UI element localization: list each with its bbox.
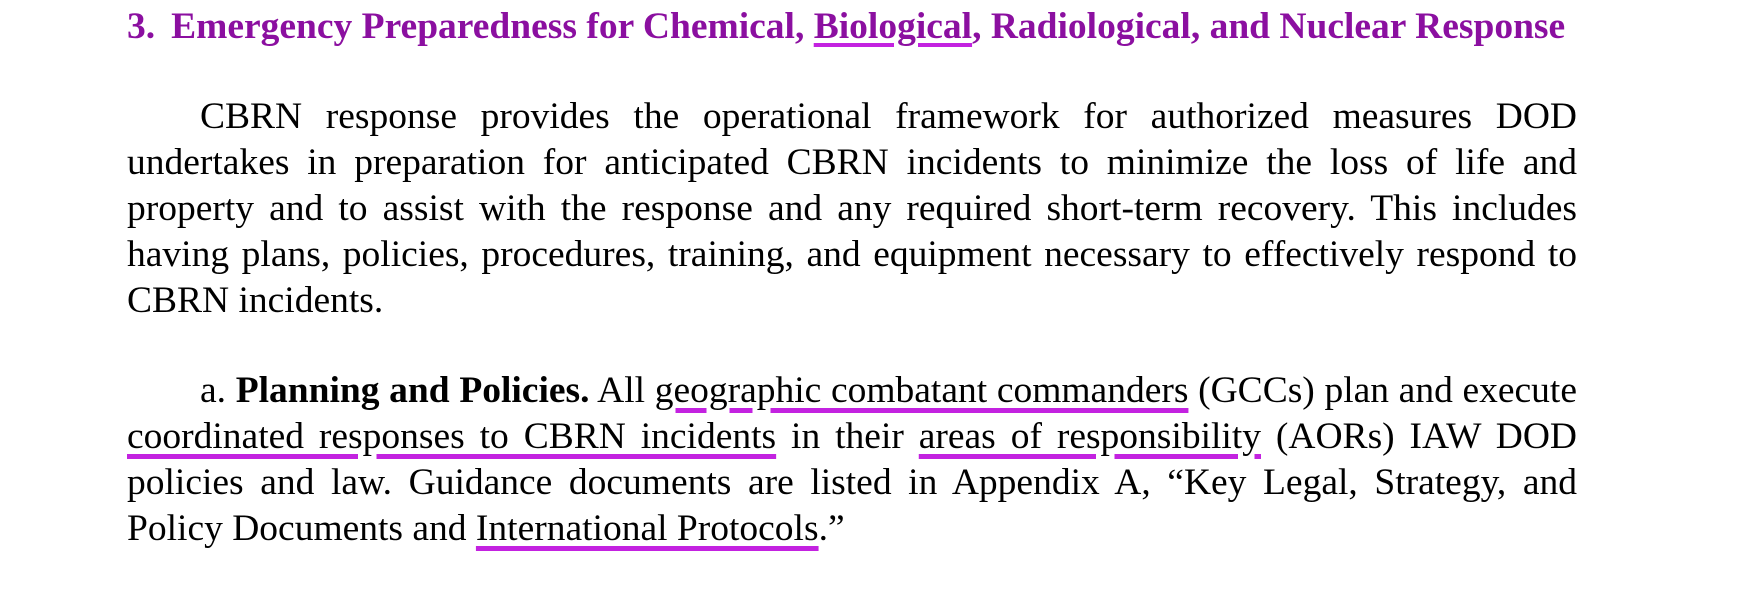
paragraph-cbrn-response-text: CBRN response provides the operational framework for authorized measures DOD undertakes in preparation for anticipated CBRN incidents to minimize the loss of life and property and to assist with the response and any required short-term recovery. This includes having plans, policies, procedures, training, and equipment necessary to effectively respond to CBRN incidents. [127, 96, 1577, 321]
section-heading [127, 0, 1577, 50]
highlighted-term-biological[interactable]: Biological [813, 6, 973, 47]
highlighted-term-aor[interactable]: areas of responsibility [918, 416, 1261, 457]
section-title-part1: Emergency Preparedness for Chemical, [171, 6, 814, 47]
paragraph-planning-policies [127, 368, 1577, 552]
paragraph-text-5: .” [818, 508, 845, 549]
paragraph-cbrn-response [127, 94, 1577, 324]
paragraph-text-4: (AORs) IAW DOD policies and law. Guidance documents are listed in Appendix A, “Key Legal, Strategy, and Policy Documents and [127, 416, 1577, 549]
section-title-part2: , Radiological, and Nuclear Response [972, 6, 1566, 47]
highlighted-term-gcc[interactable]: geographic combatant commanders [654, 370, 1189, 411]
section-number: 3. [127, 6, 156, 47]
highlighted-term-international-protocols[interactable]: International Protocols [475, 508, 819, 549]
subsection-heading: Planning and Policies. [235, 370, 590, 411]
paragraph-text-3: in their [776, 416, 919, 457]
paragraph-text-2: (GCCs) plan and execute [1188, 370, 1577, 411]
document-page [127, 0, 1577, 552]
highlighted-term-coordinated-responses[interactable]: coordinated responses to CBRN incidents [127, 416, 777, 457]
subsection-label: a. [200, 370, 227, 411]
paragraph-text-1: All [597, 370, 655, 411]
